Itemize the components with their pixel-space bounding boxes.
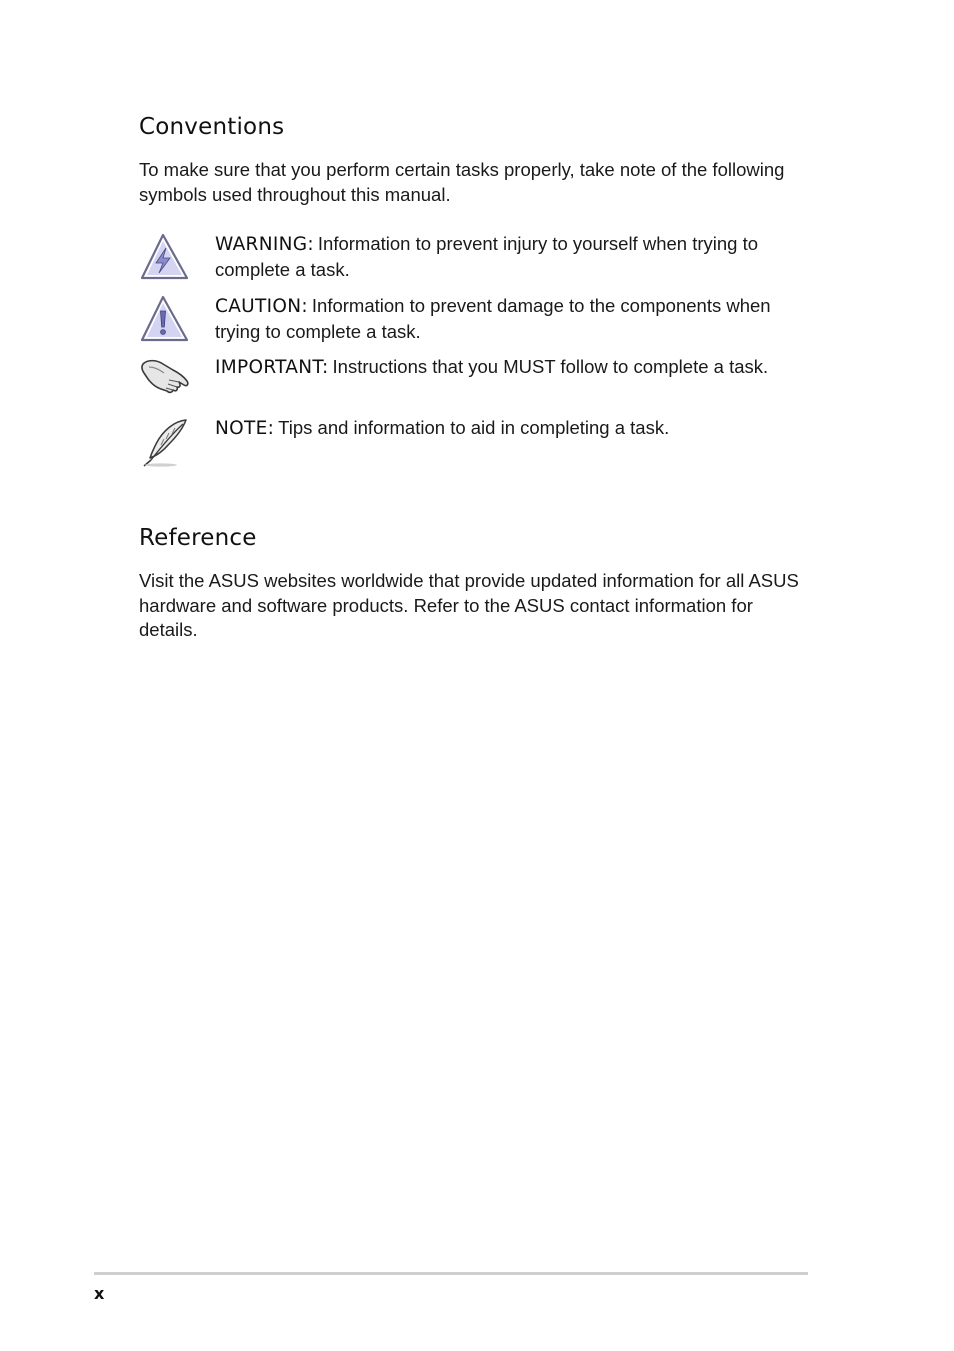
- reference-body: Visit the ASUS websites worldwide that provide updated information for all ASUS hardware and software products. Refer to the ASUS contact information for details.: [139, 570, 799, 640]
- note-text: [215, 416, 805, 442]
- important-pointing-hand-icon: [139, 355, 191, 407]
- note-caution: [139, 294, 809, 352]
- footer-rule: [94, 1272, 808, 1275]
- conventions-heading: Conventions: [139, 114, 285, 140]
- conventions-intro: To make sure that you perform certain tasks properly, take note of the following symbols used throughout this manual.: [139, 159, 785, 205]
- note-feather-quill-icon: [139, 416, 191, 468]
- important-text: [215, 355, 805, 381]
- warning-description: Information to prevent injury to yourself when trying to complete a task.: [215, 233, 759, 280]
- note-important: [139, 355, 809, 413]
- important-label: IMPORTANT:: [215, 357, 329, 378]
- note-warning: [139, 232, 809, 290]
- important-description: Instructions that you MUST follow to complete a task.: [332, 356, 769, 377]
- warning-text: [215, 232, 805, 282]
- page-number: x: [94, 1284, 105, 1303]
- caution-label: CAUTION:: [215, 296, 308, 317]
- caution-text: [215, 294, 805, 344]
- note-label: NOTE:: [215, 418, 275, 439]
- warning-lightning-icon: [139, 232, 191, 284]
- caution-description: Information to prevent damage to the components when trying to complete a task.: [215, 295, 771, 342]
- note-description: Tips and information to aid in completing a task.: [278, 417, 670, 438]
- caution-exclamation-icon: [139, 294, 191, 346]
- note-note: [139, 416, 809, 474]
- warning-label: WARNING:: [215, 234, 314, 255]
- reference-heading: Reference: [139, 525, 257, 551]
